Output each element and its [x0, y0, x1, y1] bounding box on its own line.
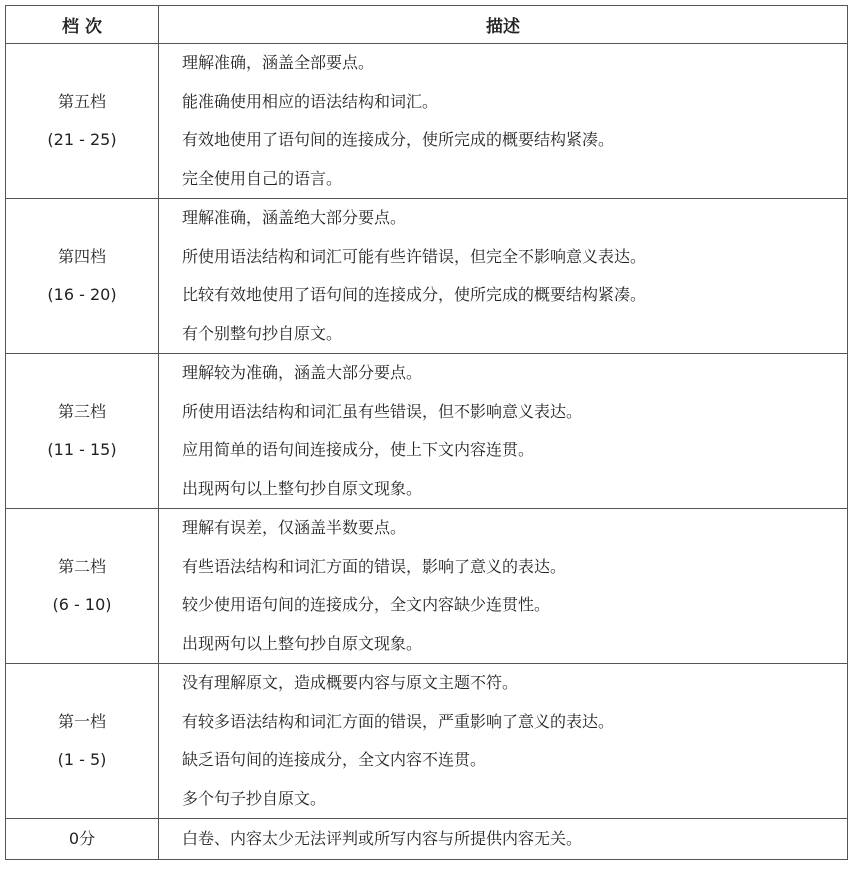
level-name: 第一档: [57, 712, 106, 731]
description-line: 多个句子抄自原文。: [182, 788, 327, 808]
description-line: 有些语法结构和词汇方面的错误，影响了意义的表达。: [182, 556, 567, 576]
header-row: [6, 6, 848, 44]
description-line: 有个别整句抄自原文。: [182, 323, 343, 343]
description-line: 理解有误差，仅涵盖半数要点。: [182, 518, 407, 537]
table-row: [6, 44, 848, 199]
table-row: [6, 664, 848, 819]
level-cell: [6, 199, 159, 354]
level-name: 0分: [68, 829, 96, 848]
description-line: 没有理解原文，造成概要内容与原文主题不符。: [182, 673, 519, 692]
level-cell: [6, 819, 159, 860]
level-cell: [6, 354, 159, 509]
description-line: 理解准确，涵盖全部要点。: [182, 53, 375, 72]
scoring-rubric-table: [5, 5, 848, 860]
description-cell: [159, 199, 848, 354]
description-line: 出现两句以上整句抄自原文现象。: [182, 478, 423, 498]
description-line: 应用简单的语句间连接成分，使上下文内容连贯。: [182, 440, 535, 459]
description-line: 比较有效地使用了语句间的连接成分，使所完成的概要结构紧凑。: [182, 285, 647, 304]
description-line: 较少使用语句间的连接成分，全文内容缺少连贯性。: [182, 595, 551, 614]
level-cell: [6, 509, 159, 664]
description-cell: [159, 664, 848, 819]
description-line: 缺乏语句间的连接成分，全文内容不连贯。: [182, 750, 487, 769]
level-range: (6 - 10): [52, 595, 112, 614]
description-cell: [159, 819, 848, 860]
description-line: 有较多语法结构和词汇方面的错误，严重影响了意义的表达。: [182, 711, 615, 731]
level-range: (1 - 5): [57, 750, 107, 769]
description-line: 有效地使用了语句间的连接成分，使所完成的概要结构紧凑。: [182, 130, 615, 149]
level-name: 第三档: [57, 402, 106, 421]
level-range: (21 - 25): [47, 130, 117, 149]
description-line: 理解较为准确，涵盖大部分要点。: [182, 363, 423, 382]
description-line: 完全使用自己的语言。: [182, 168, 343, 188]
description-line: 出现两句以上整句抄自原文现象。: [182, 633, 423, 653]
description-line: 所使用语法结构和词汇可能有些许错误，但完全不影响意义表达。: [182, 246, 647, 266]
level-range: (16 - 20): [47, 285, 117, 304]
level-name: 第五档: [57, 92, 106, 111]
level-range: (11 - 15): [47, 440, 117, 459]
table-row: [6, 354, 848, 509]
table-row: [6, 509, 848, 664]
level-cell: [6, 664, 159, 819]
level-name: 第二档: [57, 557, 106, 576]
header-level: 档 次: [6, 6, 159, 44]
table-row-zero: [6, 819, 848, 860]
description-line: 能准确使用相应的语法结构和词汇。: [182, 91, 439, 111]
description-line: 理解准确，涵盖绝大部分要点。: [182, 208, 407, 227]
level-cell: [6, 44, 159, 199]
description-cell: [159, 509, 848, 664]
description-line: 白卷、内容太少无法评判或所写内容与所提供内容无关。: [182, 829, 583, 848]
description-cell: [159, 354, 848, 509]
description-cell: [159, 44, 848, 199]
table-row: [6, 199, 848, 354]
description-line: 所使用语法结构和词汇虽有些错误，但不影响意义表达。: [182, 401, 583, 421]
header-description: 描述: [159, 6, 848, 44]
level-name: 第四档: [57, 247, 106, 266]
